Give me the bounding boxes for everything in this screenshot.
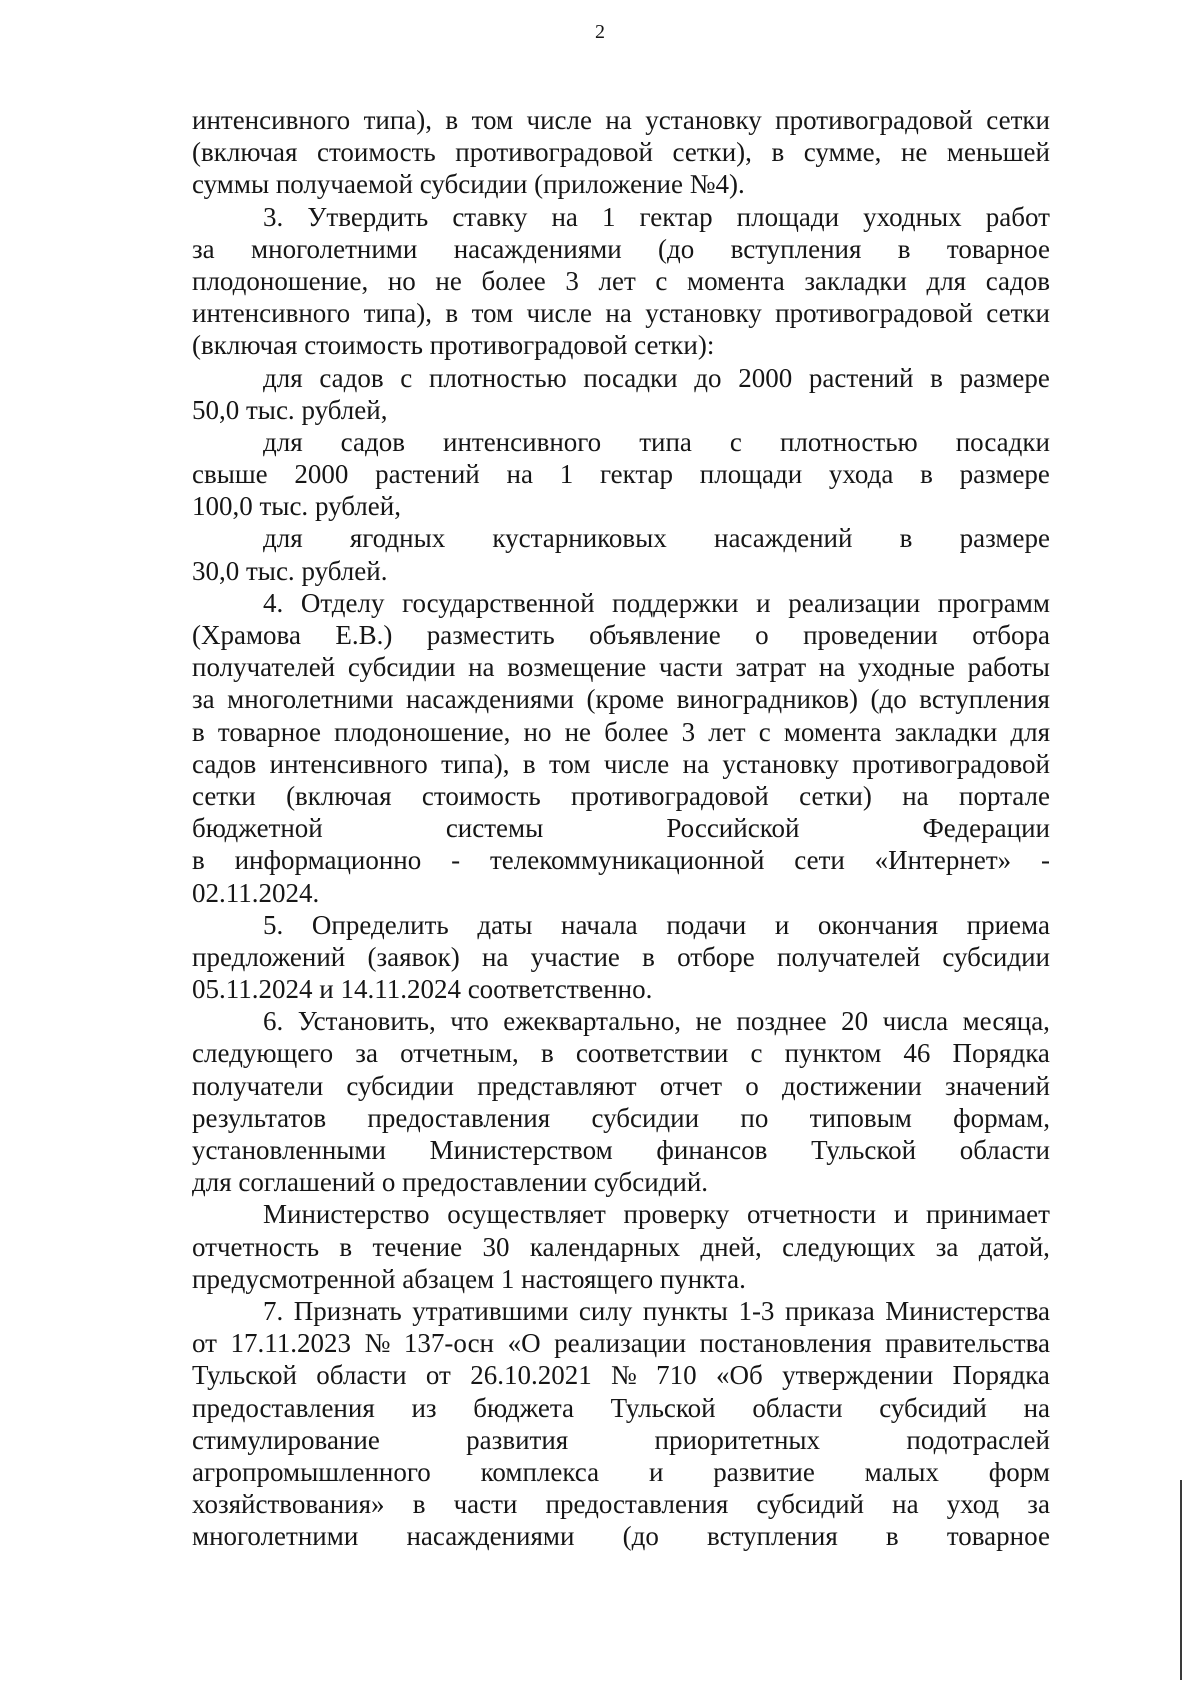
text-line: в товарное плодоношение, но не более 3 лет с момента закладки для <box>192 716 1050 747</box>
text-line: Тульской области от 26.10.2021 № 710 «Об утверждении Порядка <box>192 1360 1050 1391</box>
page-number: 2 <box>595 21 605 43</box>
text-line: 5. Определить даты начала подачи и окончания приема <box>263 909 1050 940</box>
text-line: интенсивного типа), в том числе на установку противоградовой сетки <box>192 298 1050 329</box>
text-line: от 17.11.2023 № 137-осн «О реализации постановления правительства <box>192 1328 1050 1359</box>
text-line: бюджетной системы Российской Федерации <box>192 813 1050 844</box>
text-line: интенсивного типа), в том числе на установку противоградовой сетки <box>192 105 1050 135</box>
text-line: получатели субсидии представляют отчет о достижении значений <box>192 1070 1050 1101</box>
text-line: 100,0 тыс. рублей, <box>192 491 401 522</box>
text-line: для ягодных кустарниковых насаждений в размере <box>263 523 1050 554</box>
text-line: садов интенсивного типа), в том числе на установку противоградовой <box>192 748 1050 779</box>
scan-edge-line <box>1180 1480 1182 1680</box>
text-line: плодоношение, но не более 3 лет с момента закладки для садов <box>192 265 1050 296</box>
document-body-text <box>192 104 1050 1552</box>
text-line: суммы получаемой субсидии (приложение №4). <box>192 169 745 200</box>
text-line: агропромышленного комплекса и развитие малых форм <box>192 1456 1050 1487</box>
text-line: 30,0 тыс. рублей. <box>192 555 388 586</box>
text-line: хозяйствования» в части предоставления субсидий на уход за <box>192 1489 1050 1520</box>
text-line: в информационно - телекоммуникационной сети «Интернет» - <box>192 845 1050 876</box>
text-line: 4. Отделу государственной поддержки и реализации программ <box>263 587 1050 618</box>
text-line: за многолетними насаждениями (до вступления в товарное <box>192 233 1050 264</box>
text-line: отчетность в течение 30 календарных дней, следующих за датой, <box>192 1231 1050 1262</box>
text-line: предусмотренной абзацем 1 настоящего пункта. <box>192 1263 746 1294</box>
text-line: для садов с плотностью посадки до 2000 растений в размере <box>263 362 1050 393</box>
text-line: установленными Министерством финансов Тульской области <box>192 1135 1050 1165</box>
text-line: (Храмова Е.В.) разместить объявление о проведении отбора <box>192 620 1050 650</box>
text-line: следующего за отчетным, в соответствии с пунктом 46 Порядка <box>192 1038 1050 1069</box>
text-line: 05.11.2024 и 14.11.2024 соответственно. <box>192 974 653 1005</box>
text-line: результатов предоставления субсидии по типовым формам, <box>192 1102 1050 1133</box>
text-line: (включая стоимость противоградовой сетки): <box>192 330 715 361</box>
text-line: Министерство осуществляет проверку отчетности и принимает <box>263 1199 1050 1230</box>
text-line: 3. Утвердить ставку на 1 гектар площади уходных работ <box>263 201 1050 232</box>
text-line: 6. Установить, что ежеквартально, не позднее 20 числа месяца, <box>263 1006 1050 1037</box>
text-line: стимулирование развития приоритетных подотраслей <box>192 1424 1050 1455</box>
text-line: 7. Признать утратившими силу пункты 1-3 приказа Министерства <box>263 1295 1050 1326</box>
text-line: многолетними насаждениями (до вступления в товарное <box>192 1521 1050 1552</box>
text-line: для соглашений о предоставлении субсидий. <box>192 1167 709 1198</box>
text-line: 02.11.2024. <box>192 877 320 908</box>
text-line: для садов интенсивного типа с плотностью посадки <box>263 426 1050 457</box>
text-line: за многолетними насаждениями (кроме виноградников) (до вступления <box>192 684 1050 715</box>
text-line: 50,0 тыс. рублей, <box>192 394 388 425</box>
text-line: свыше 2000 растений на 1 гектар площади ухода в размере <box>192 459 1050 490</box>
text-line: получателей субсидии на возмещение части затрат на уходные работы <box>192 652 1050 683</box>
text-line: (включая стоимость противоградовой сетки), в сумме, не меньшей <box>192 137 1050 168</box>
text-line: сетки (включая стоимость противоградовой сетки) на портале <box>192 780 1050 811</box>
text-line: предоставления из бюджета Тульской области субсидий на <box>192 1392 1050 1423</box>
text-line: предложений (заявок) на участие в отборе получателей субсидии <box>192 941 1050 972</box>
